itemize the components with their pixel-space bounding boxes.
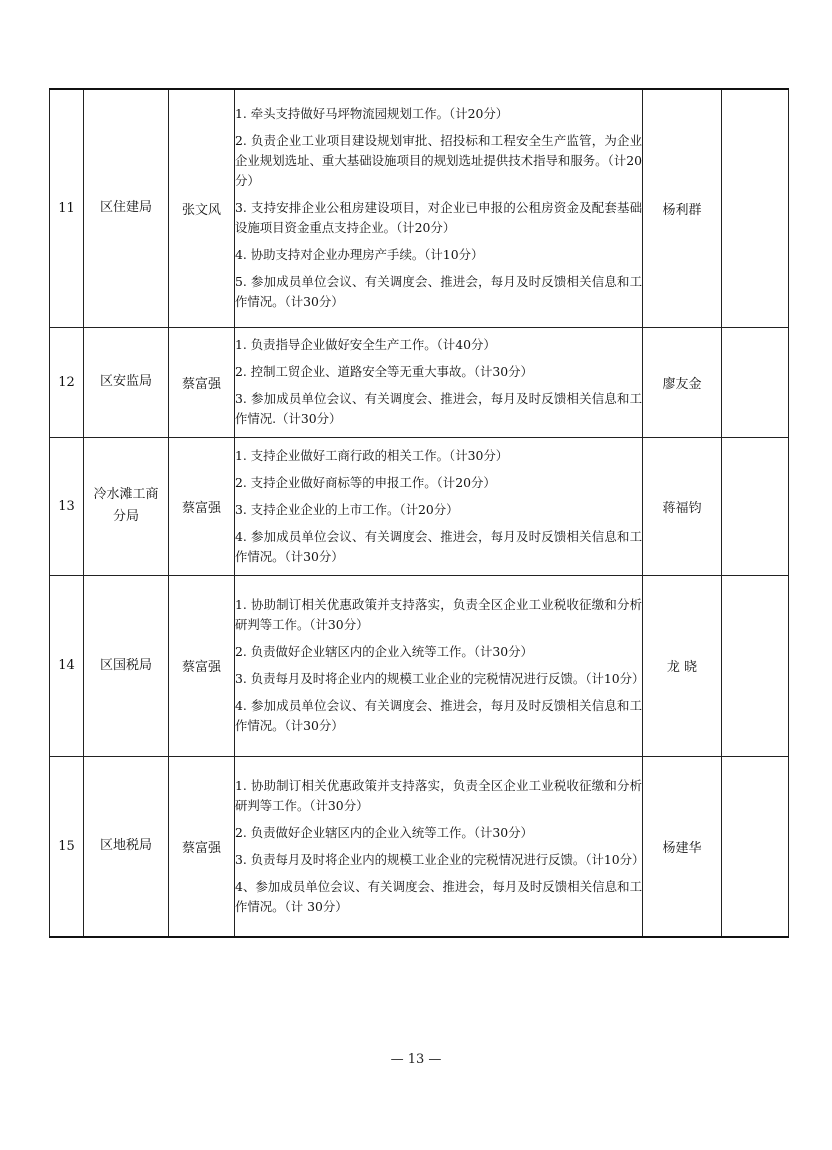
lead-name: 蔡富强 [169,756,235,937]
lead-name: 张文风 [169,89,235,327]
task-item: 4. 协助支持对企业办理房产手续。（计10分） [235,247,484,263]
notes-cell [722,575,789,756]
contact-person: 杨建华 [643,756,722,937]
responsibility-table [49,88,789,938]
task-item: 1. 协助制订相关优惠政策并支持落实，负责全区企业工业税收征缴和分析研判等工作。（计30分） [235,777,642,813]
task-item: 3. 支持安排企业公租房建设项目，对企业已申报的公租房资金及配套基础设施项目资金重点支持企业。（计20分） [235,200,642,236]
page-number: — 13 — [390,1052,442,1067]
task-item: 3. 支持企业企业的上市工作。（计20分） [235,501,459,517]
table-row [50,89,789,327]
task-item: 3. 负责每月及时将企业内的规模工业企业的完税情况进行反馈。（计10分） [235,851,645,867]
lead-name: 蔡富强 [169,437,235,575]
lead-name: 蔡富强 [169,575,235,756]
task-item: 4. 参加成员单位会议、有关调度会、推进会，每月及时反馈相关信息和工作情况。（计30分） [235,528,642,564]
lead-name: 蔡富强 [169,327,235,437]
table-row [50,575,789,756]
task-item: 1. 牵头支持做好马坪物流园规划工作。（计20分） [235,106,509,122]
notes-cell [722,756,789,937]
unit-name [84,437,169,575]
table-row [50,437,789,575]
task-item: 2. 负责做好企业辖区内的企业入统等工作。（计30分） [235,644,533,659]
table-row [50,327,789,437]
task-list [235,575,643,756]
contact-person: 廖友金 [643,327,722,437]
row-number: 13 [50,437,84,575]
task-item: 2. 控制工贸企业、道路安全等无重大事故。（计30分） [235,364,533,379]
unit-name: 区地税局 [84,756,169,937]
task-item: 1. 协助制订相关优惠政策并支持落实，负责全区企业工业税收征缴和分析研判等工作。（计30分） [235,597,642,632]
task-item: 2. 支持企业做好商标等的申报工作。（计20分） [235,474,496,490]
unit-name-line: 分局 [112,509,139,524]
table-row [50,756,789,937]
notes-cell [722,327,789,437]
notes-cell [722,437,789,575]
unit-name-line: 冷水滩工商 [93,487,159,502]
task-item: 5. 参加成员单位会议、有关调度会、推进会，每月及时反馈相关信息和工作情况。（计30分） [235,274,642,310]
task-item: 3. 负责每月及时将企业内的规模工业企业的完税情况进行反馈。（计10分） [235,671,645,686]
task-item: 1. 支持企业做好工商行政的相关工作。（计30分） [235,447,509,463]
task-item: 2. 负责企业工业项目建设规划审批、招投标和工程安全生产监管，为企业企业规划选址、重大基础设施项目的规划选址提供技术指导和服务。（计20分） [235,133,642,189]
contact-person: 杨利群 [643,89,722,327]
task-item: 2. 负责做好企业辖区内的企业入统等工作。（计30分） [235,824,533,840]
notes-cell [722,89,789,327]
unit-name: 区住建局 [84,89,169,327]
row-number: 14 [50,575,84,756]
task-list [235,437,643,575]
task-list [235,756,643,937]
contact-person: 龙 晓 [643,575,722,756]
task-item: 4. 参加成员单位会议、有关调度会、推进会，每月及时反馈相关信息和工作情况。（计30分） [235,698,642,733]
task-list [235,327,643,437]
task-item: 4、参加成员单位会议、有关调度会、推进会，每月及时反馈相关信息和工作情况。（计 30分） [235,878,642,914]
task-item: 1. 负责指导企业做好安全生产工作。（计40分） [235,337,496,352]
row-number: 11 [50,89,84,327]
contact-person: 蒋福钧 [643,437,722,575]
unit-name: 区安监局 [84,327,169,437]
task-list [235,89,643,327]
task-item: 3. 参加成员单位会议、有关调度会、推进会，每月及时反馈相关信息和工作情况.（计30分） [235,391,642,426]
row-number: 12 [50,327,84,437]
unit-name: 区国税局 [84,575,169,756]
row-number: 15 [50,756,84,937]
